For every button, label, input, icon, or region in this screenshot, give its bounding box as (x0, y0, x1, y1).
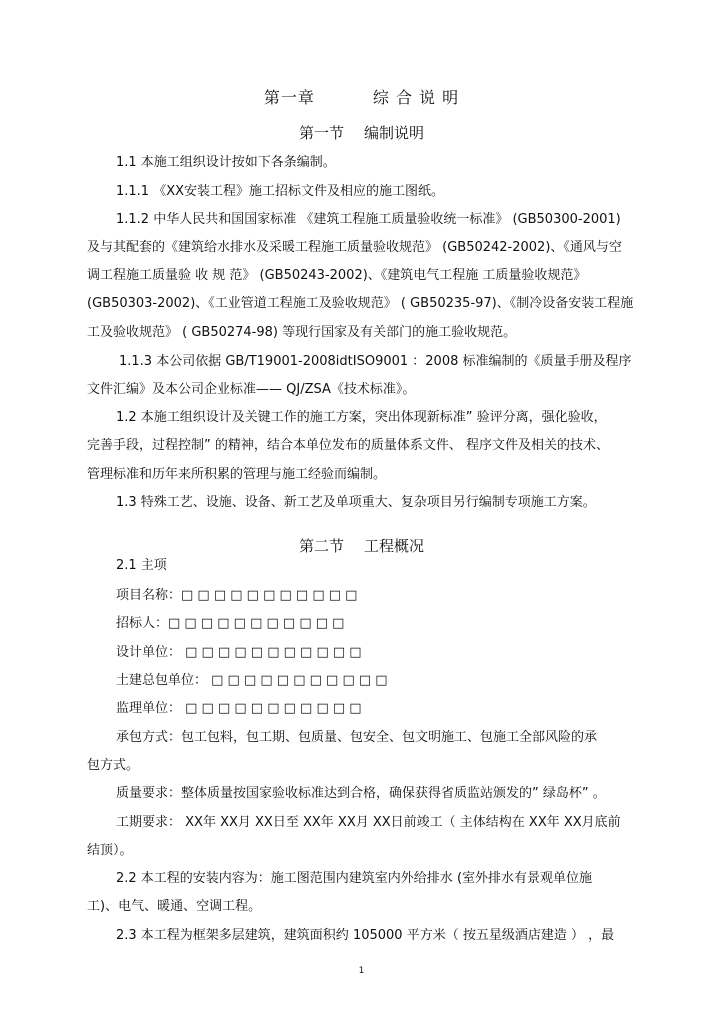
section-1-title: 编制说明 (364, 124, 425, 142)
paragraph-line: 承包方式：包工包料，包工期、包质量、包安全、包文明施工、包施工全部风险的承 (116, 730, 598, 745)
paragraph-line: 2.2 本工程的安装内容为：施工图范围内建筑室内外给排水 (室外排水有景观单位施 (116, 871, 593, 886)
paragraph-line: (GB50303-2002)、《工业管道工程施工及验收规范》 ( GB50235-97)、《制冷设备安装工程施 (87, 296, 634, 311)
paragraph-line: 结顶）。 (87, 843, 133, 858)
paragraph-line: 完善手段，过程控制” 的精神，结合本单位发布的质量体系文件、 程序文件及相关的技术、 (87, 438, 610, 453)
section-2-number: 第二节 (298, 537, 344, 555)
paragraph-line: 工期要求： XX年 XX月 XX日至 XX年 XX月 XX日前竣工（ 主体结构在 XX年 XX月底前 (116, 815, 621, 830)
paragraph-line: 项目名称：□ □ □ □ □ □ □ □ □ □ □ (116, 588, 358, 603)
paragraph-line: 招标人：□ □ □ □ □ □ □ □ □ □ □ (116, 616, 345, 631)
paragraph-line: 管理标准和历年来所积累的管理与施工经验而编制。 (87, 467, 387, 482)
paragraph-line: 设计单位： □ □ □ □ □ □ □ □ □ □ □ (116, 645, 362, 660)
paragraph-line: 质量要求：整体质量按国家验收标准达到合格，确保获得省质监站颁发的” 绿岛杯” 。 (116, 786, 606, 801)
section-1-heading (0, 122, 723, 143)
chapter-name: 综 合 说 明 (372, 88, 460, 107)
section-2-heading (0, 535, 723, 556)
paragraph-line: 调工程施工质量验 收 规 范》 (GB50243-2002)、《建筑电气工程施 工质量验收规范》 (87, 268, 587, 283)
chapter-number: 第一章 (263, 88, 315, 107)
paragraph-line: 土建总包单位： □ □ □ □ □ □ □ □ □ □ □ (116, 673, 388, 688)
paragraph-line: 1.1 本施工组织设计按如下各条编制。 (116, 155, 336, 170)
paragraph-line: 2.1 主项 (116, 558, 167, 573)
paragraph-line: 文件汇编》及本公司企业标准—— QJ/ZSA《技术标准》。 (87, 382, 416, 397)
paragraph-line: 工及验收规范》 ( GB50274-98) 等现行国家及有关部门的施工验收规范。 (87, 325, 517, 340)
paragraph-line: 监理单位： □ □ □ □ □ □ □ □ □ □ □ (116, 701, 362, 716)
paragraph-line: 2.3 本工程为框架多层建筑，建筑面积约 105000 平方米（ 按五星级酒店建造 ） ，最 (116, 928, 615, 943)
page-number: 1 (358, 966, 365, 976)
paragraph-line: 1.1.3 本公司依据 GB/T19001-2008idtISO9001 ：2008 标准编制的《质量手册及程序 (119, 354, 632, 369)
paragraph-line: 1.2 本施工组织设计及关键工作的施工方案，突出体现新标准” 验评分离，强化验收， (116, 410, 607, 425)
paragraph-line: 包方式。 (87, 758, 140, 773)
paragraph-line: 1.1.1 《XX安装工程》施工招标文件及相应的施工图纸。 (116, 184, 445, 199)
chapter-title (0, 85, 723, 108)
paragraph-line: 及与其配套的《建筑给水排水及采暖工程施工质量验收规范》 (GB50242-2002)、《通风与空 (87, 240, 622, 255)
paragraph-line: 1.1.2 中华人民共和国国家标准 《建筑工程施工质量验收统一标准》 (GB50300-2001) (116, 212, 621, 227)
paragraph-line: 1.3 特殊工艺、设施、设备、新工艺及单项重大、复杂项目另行编制专项施工方案。 (116, 495, 596, 510)
paragraph-line: 工)、电气、暖通、空调工程。 (87, 899, 262, 914)
section-1-number: 第一节 (298, 124, 344, 142)
section-2-title: 工程概况 (364, 537, 425, 555)
